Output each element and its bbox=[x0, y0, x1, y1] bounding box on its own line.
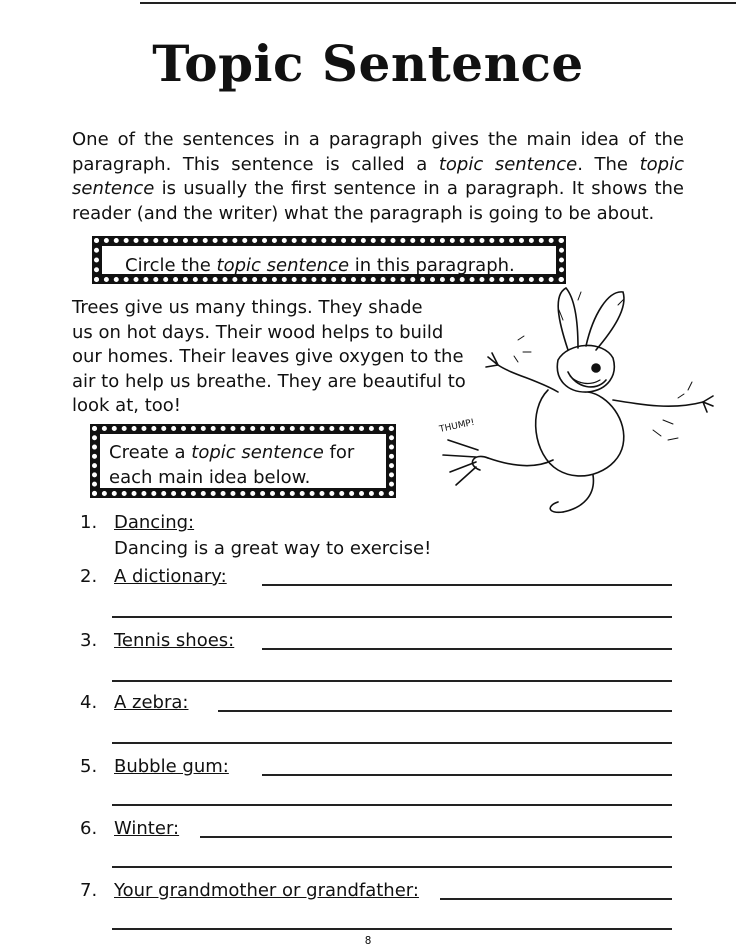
item-number: 1. bbox=[80, 512, 98, 533]
top-rule bbox=[140, 2, 736, 4]
item-label: Dancing: bbox=[114, 512, 195, 533]
answer-line[interactable] bbox=[262, 584, 672, 586]
intro-emphasis-2: topic sentence bbox=[72, 153, 684, 199]
answer-line[interactable] bbox=[112, 804, 672, 806]
paragraph-line[interactable]: air to help us breathe. They are beautiful to bbox=[72, 370, 466, 392]
paragraph-line[interactable]: us on hot days. Their wood helps to build bbox=[72, 321, 444, 343]
answer-line[interactable] bbox=[218, 710, 672, 712]
answer-line[interactable] bbox=[112, 928, 672, 930]
item-label: A dictionary: bbox=[114, 566, 227, 587]
sound-effect-text: THUMP! bbox=[438, 417, 476, 435]
answer-line[interactable] bbox=[112, 616, 672, 618]
item-label: Tennis shoes: bbox=[114, 630, 235, 651]
item-label: Bubble gum: bbox=[114, 756, 229, 777]
instruction-box-create bbox=[90, 424, 396, 498]
example-answer: Dancing is a great way to exercise! bbox=[114, 538, 432, 559]
item-number: 6. bbox=[80, 818, 98, 839]
intro-emphasis-1: topic sentence bbox=[438, 153, 578, 175]
item-number: 3. bbox=[80, 630, 98, 651]
paragraph-line[interactable]: Trees give us many things. They shade bbox=[72, 297, 423, 318]
paragraph-line[interactable]: look at, too! bbox=[72, 395, 182, 416]
answer-line[interactable] bbox=[112, 742, 672, 744]
item-number: 2. bbox=[80, 566, 98, 587]
instruction-create-pre: Create a bbox=[109, 442, 192, 463]
intro-text-2: . The bbox=[577, 153, 640, 175]
item-number: 5. bbox=[80, 756, 98, 777]
item-number: 4. bbox=[80, 692, 98, 713]
item-label: Winter: bbox=[114, 818, 180, 839]
page-number: 8 bbox=[364, 934, 372, 947]
instruction-box-circle bbox=[92, 236, 566, 284]
instruction-circle-emphasis: topic sentence bbox=[216, 255, 350, 276]
intro-paragraph bbox=[72, 128, 684, 226]
instruction-create-line1 bbox=[109, 441, 354, 466]
item-label: Your grandmother or grandfather: bbox=[114, 880, 419, 901]
instruction-create-text bbox=[109, 441, 354, 490]
rabbit-dancing-icon bbox=[418, 280, 736, 518]
instruction-circle-text bbox=[125, 255, 515, 276]
item-number: 7. bbox=[80, 880, 98, 901]
intro-text-1: One of the sentences in a paragraph gives the main idea of the paragraph. This sentence is called a bbox=[72, 129, 684, 175]
answer-line[interactable] bbox=[262, 648, 672, 650]
instruction-circle-post: in this paragraph. bbox=[349, 255, 515, 276]
intro-text-3: is usually the first sentence in a paragraph. It shows the reader (and the writer) what the paragraph is going to be about. bbox=[72, 178, 684, 224]
instruction-create-post: for bbox=[323, 442, 355, 463]
paragraph-line[interactable]: our homes. Their leaves give oxygen to the bbox=[72, 346, 464, 367]
answer-line[interactable] bbox=[112, 866, 672, 868]
answer-line[interactable] bbox=[440, 898, 672, 900]
page-title: Topic Sentence bbox=[152, 34, 584, 93]
answer-line[interactable] bbox=[112, 680, 672, 682]
item-label: A zebra: bbox=[114, 692, 189, 713]
answer-line[interactable] bbox=[200, 836, 672, 838]
instruction-create-emphasis: topic sentence bbox=[191, 442, 324, 463]
sample-paragraph[interactable] bbox=[72, 296, 474, 419]
answer-line[interactable] bbox=[262, 774, 672, 776]
instruction-circle-pre: Circle the bbox=[125, 255, 217, 276]
instruction-create-line2: each main idea below. bbox=[109, 466, 311, 488]
